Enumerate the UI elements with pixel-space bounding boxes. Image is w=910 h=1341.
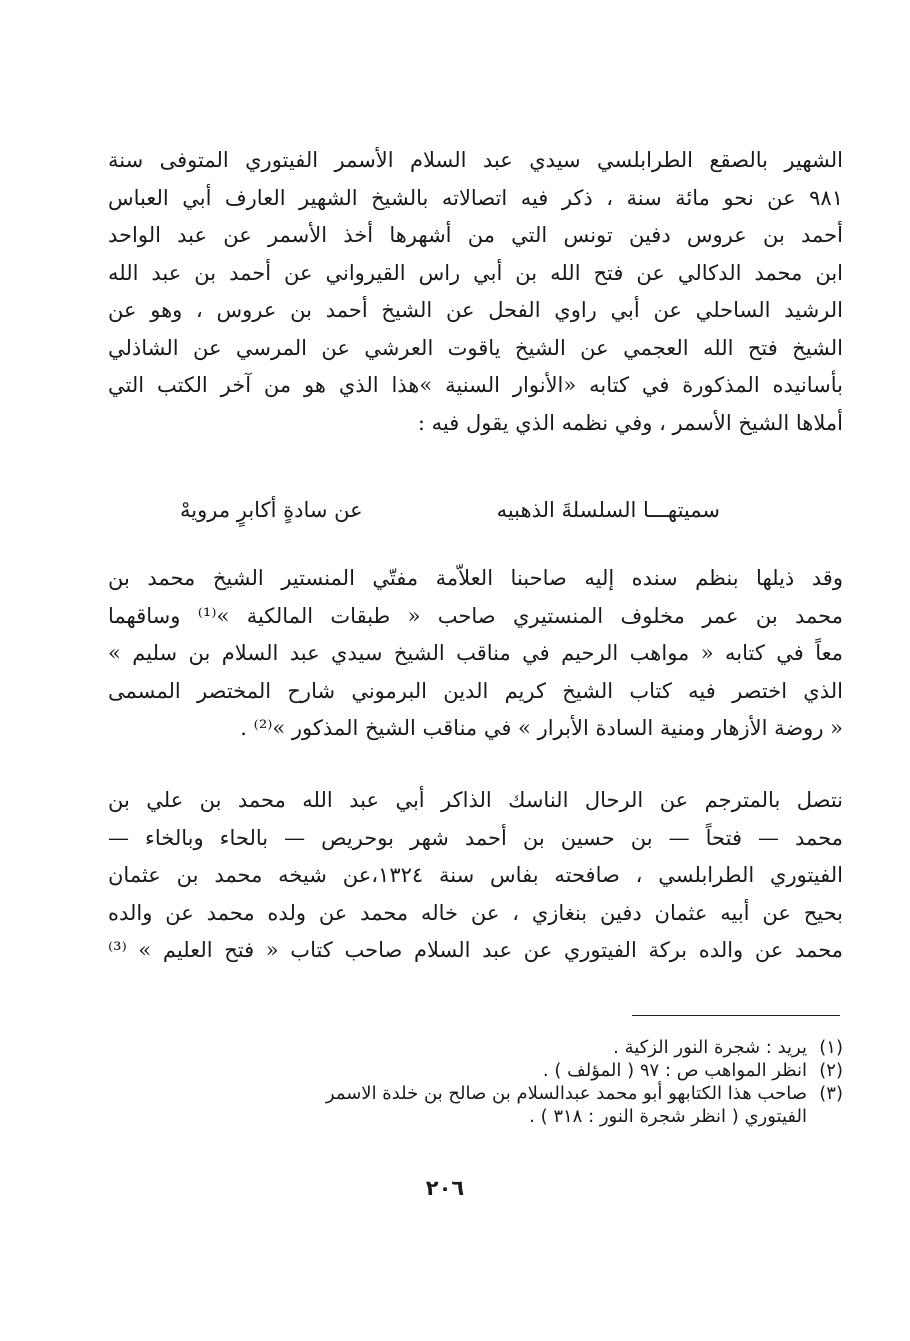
text-line: الرشيد الساحلي عن أبي راوي الفحل عن الشيخ أحمد بن عروس ، وهو عن xyxy=(108,298,843,322)
text-line: الذي اختصر فيه كتاب الشيخ كريم الدين البرموني شارح المختصر المسمى xyxy=(108,678,843,703)
footnote-number: (٢) xyxy=(819,1060,843,1081)
footnote-number: (٣) xyxy=(819,1083,843,1104)
text-line: بأسانيده المذكورة في كتابه «الأنوار السنية »هذا الذي هو من آخر الكتب التي xyxy=(108,373,843,397)
text-line: بحيح عن أبيه عثمان دفين بنغازي ، عن خاله محمد عن ولده محمد عن والده xyxy=(108,900,843,925)
text-line: محمد بن عمر مخلوف المنستيري صاحب « طبقات المالكية »⁽¹⁾ وساقهما xyxy=(108,603,843,628)
text-line: محمد عن والده بركة الفيتوري عن عبد السلام صاحب كتاب « فتح العليم » ⁽³⁾ xyxy=(108,938,843,962)
poem-verse xyxy=(180,492,720,528)
footnote-text: صاحب هذا الكتابهو أبو محمد عبدالسلام بن صالح بن خلدة الاسمر xyxy=(325,1083,807,1104)
footnote-text: انظر المواهب ص : ٩٧ ( المؤلف ) . xyxy=(542,1060,807,1081)
footnote xyxy=(108,1082,843,1105)
text-line: الشيخ فتح الله العجمي عن الشيخ ياقوت العرشي عن المرسي عن الشاذلي xyxy=(108,335,843,360)
text-line: ابن محمد الدكالي عن فتح الله بن أبي راس القيرواني عن أحمد بن عبد الله xyxy=(108,260,843,285)
footnote-number: (١) xyxy=(819,1037,843,1058)
text-line: محمد — فتحاً — بن حسين بن أحمد شهر بوحريص — بالحاء وبالخاء — xyxy=(108,825,843,850)
footnote-number xyxy=(807,1105,843,1128)
text-line: وقد ذيلها بنظم سنده إليه صاحبنا العلاّمة مفتّي المنستير الشيخ محمد بن xyxy=(108,566,843,590)
paragraph-2 xyxy=(108,560,843,748)
footnote-continuation xyxy=(108,1105,843,1128)
footnote-text: الفيتوري ( انظر شجرة النور : ٣١٨ ) . xyxy=(529,1106,807,1127)
text-line: أحمد بن عروس دفين تونس التي من أشهرها أخذ الأسمر عن عبد الواحد xyxy=(108,223,843,247)
footnote-text: يريد : شجرة النور الزكية . xyxy=(613,1037,807,1058)
text-line: الفيتوري الطرابلسي ، صافحته بفاس سنة ١٣٢٤،عن شيخه محمد بن عثمان xyxy=(108,863,843,887)
verse-first-hemistich: سميتهـــا السلسلةَ الذهبيه xyxy=(496,498,720,522)
footnote-separator xyxy=(632,1015,840,1016)
paragraph-1 xyxy=(108,142,843,442)
verse-second-hemistich: عن سادةٍ أكابرٍ مرويهْ xyxy=(180,498,363,522)
text-line: نتصل بالمترجم عن الرحال الناسك الذاكر أبي عبد الله محمد بن علي بن xyxy=(108,788,843,812)
footnote xyxy=(108,1036,843,1059)
text-line: الشهير بالصقع الطرابلسي سيدي عبد السلام الأسمر الفيتوري المتوفى سنة xyxy=(108,148,843,172)
paragraph-3 xyxy=(108,782,843,970)
text-line: معاً في كتابه « مواهب الرحيم في مناقب الشيخ سيدي عبد السلام بن سليم » xyxy=(108,641,843,665)
footnotes xyxy=(108,1036,843,1128)
text-line: أملاها الشيخ الأسمر ، وفي نظمه الذي يقول فيه : xyxy=(417,410,843,435)
text-line: ٩٨١ عن نحو مائة سنة ، ذكر فيه اتصالاته بالشيخ الشهير العارف أبي العباس xyxy=(108,185,843,210)
page-number: ٢٠٦ xyxy=(425,1176,465,1200)
text-line: « روضة الأزهار ومنية السادة الأبرار » في مناقب الشيخ المذكور »⁽²⁾ . xyxy=(240,716,843,740)
footnote xyxy=(108,1059,843,1082)
